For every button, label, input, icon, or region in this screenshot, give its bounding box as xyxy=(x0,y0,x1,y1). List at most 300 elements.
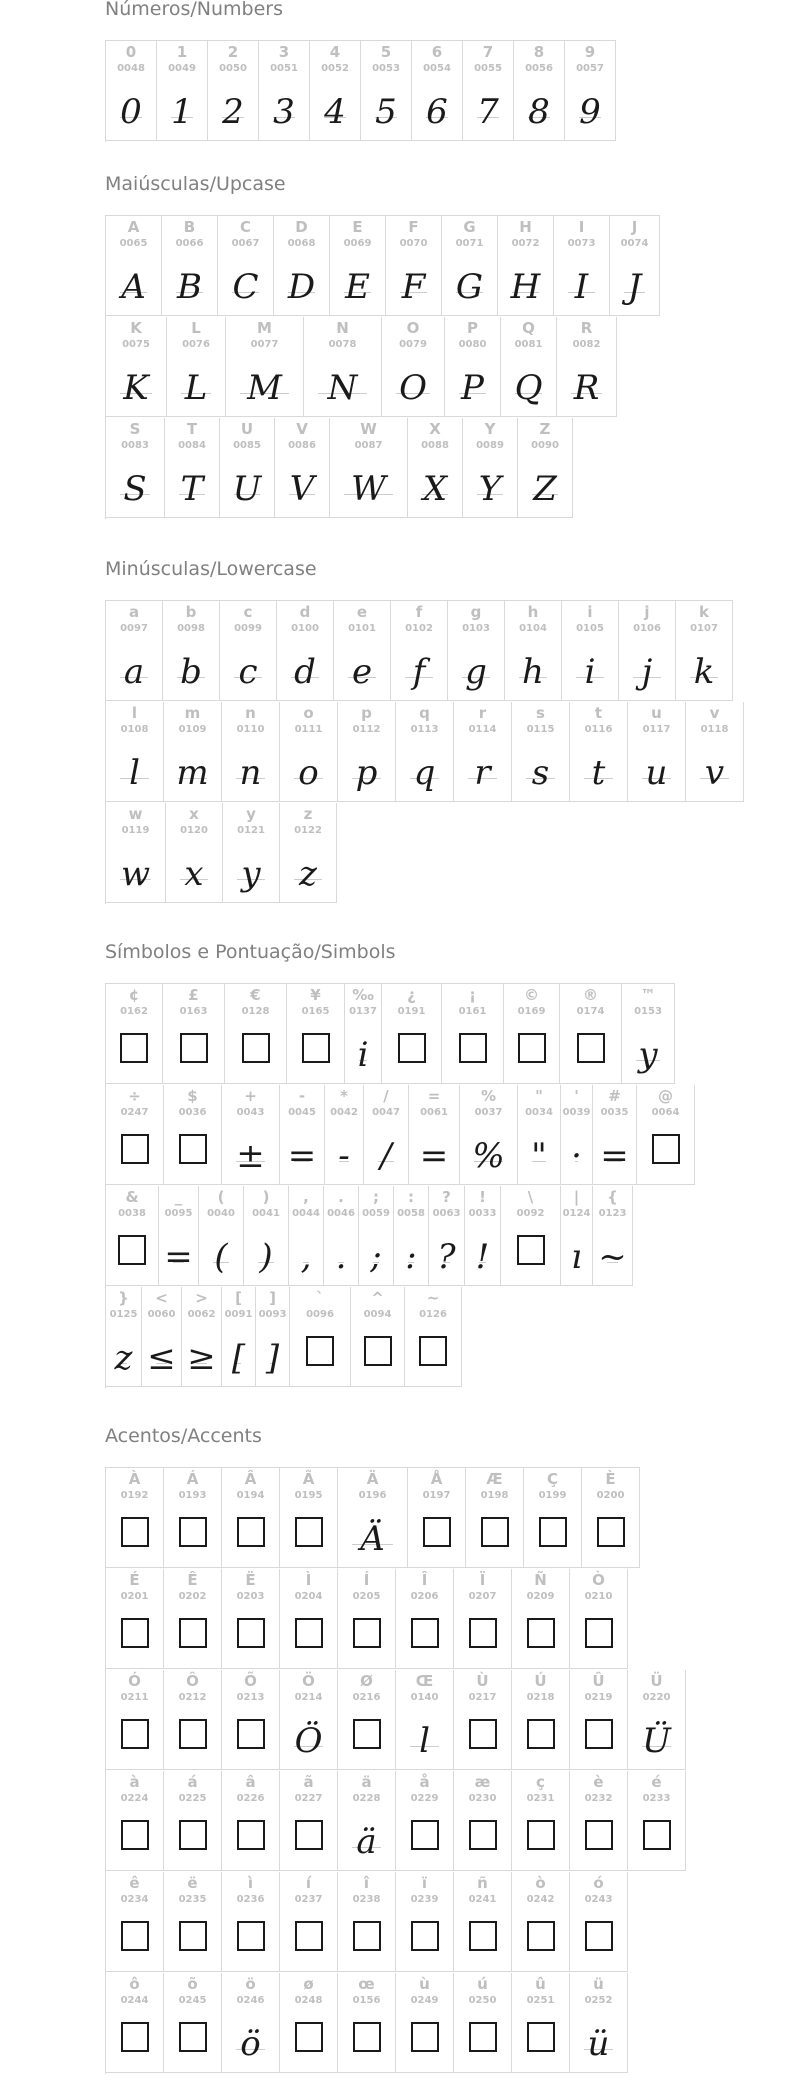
missing-glyph-box xyxy=(469,1618,497,1648)
character-code: 0055 xyxy=(474,63,502,74)
cursive-glyph: % xyxy=(472,1136,505,1176)
glyph-cell xyxy=(218,216,274,316)
character-label: ] xyxy=(269,1289,276,1307)
missing-glyph-box xyxy=(179,1921,207,1951)
character-code: 0232 xyxy=(584,1793,613,1804)
character-label: + xyxy=(244,1087,257,1105)
character-code: 0241 xyxy=(468,1894,497,1905)
character-code: 0242 xyxy=(526,1894,555,1905)
cursive-glyph: l xyxy=(129,753,140,793)
character-code: 0102 xyxy=(405,623,433,634)
character-code: 0078 xyxy=(328,339,357,350)
cursive-glyph: Ä xyxy=(360,1519,385,1559)
glyph-row xyxy=(105,803,337,904)
cursive-glyph: ? xyxy=(437,1237,456,1277)
glyph-cell xyxy=(159,1186,199,1286)
character-label: C xyxy=(239,218,251,236)
glyph-cell xyxy=(514,41,565,141)
cursive-glyph: A xyxy=(121,267,146,307)
character-code: 0125 xyxy=(109,1309,138,1320)
glyph-cell xyxy=(164,1468,222,1568)
character-label: ^ xyxy=(371,1289,384,1307)
character-label: À xyxy=(128,1470,141,1488)
glyph-cell xyxy=(501,317,557,417)
character-label: Ñ xyxy=(534,1571,547,1589)
cursive-glyph: ! xyxy=(475,1237,490,1277)
cursive-glyph: I xyxy=(574,267,589,307)
glyph-cell xyxy=(460,1085,518,1185)
character-code: 0054 xyxy=(423,63,451,74)
character-code: 0109 xyxy=(178,724,207,735)
character-label: Ú xyxy=(534,1672,547,1690)
glyph-row xyxy=(105,1467,640,1569)
glyph-cell xyxy=(412,41,463,141)
character-label: L xyxy=(191,319,201,337)
glyph-cell xyxy=(637,1085,695,1185)
character-label: A xyxy=(127,218,140,236)
character-code: 0219 xyxy=(584,1692,613,1703)
section-title: Números/Numbers xyxy=(105,0,283,20)
glyph-cell xyxy=(280,1771,338,1871)
character-code: 0060 xyxy=(147,1309,176,1320)
character-label: Z xyxy=(539,420,551,438)
cursive-glyph: E xyxy=(345,267,370,307)
cursive-glyph: ) xyxy=(259,1237,273,1277)
character-label: œ xyxy=(358,1975,375,1993)
character-label: u xyxy=(651,704,662,722)
character-code: 0106 xyxy=(633,623,661,634)
glyph-cell xyxy=(396,702,454,802)
glyph-cell xyxy=(225,984,287,1084)
glyph-cell xyxy=(324,1186,359,1286)
glyph-cell xyxy=(280,1569,338,1669)
character-label: y xyxy=(246,805,256,823)
missing-glyph-box xyxy=(481,1517,509,1547)
glyph-cell xyxy=(226,317,304,417)
missing-glyph-box xyxy=(411,1820,439,1850)
cursive-glyph: G xyxy=(455,267,484,307)
glyph-cell xyxy=(628,702,686,802)
cursive-glyph: = xyxy=(600,1136,629,1176)
character-code: 0113 xyxy=(410,724,439,735)
character-label: 1 xyxy=(176,43,188,61)
character-code: 0048 xyxy=(117,63,145,74)
character-label: Ã xyxy=(302,1470,315,1488)
character-label: I xyxy=(578,218,585,236)
character-label: å xyxy=(419,1773,430,1791)
character-label: Ë xyxy=(245,1571,256,1589)
missing-glyph-box xyxy=(585,1921,613,1951)
character-code: 0073 xyxy=(567,238,596,249)
character-code: 0063 xyxy=(432,1208,461,1219)
character-label: a xyxy=(128,603,140,621)
cursive-glyph: ı xyxy=(571,1237,582,1277)
character-code: 0252 xyxy=(584,1995,613,2006)
character-label: $ xyxy=(187,1087,198,1105)
cursive-glyph: z xyxy=(299,854,317,894)
character-label: R xyxy=(580,319,593,337)
glyph-cell xyxy=(442,984,504,1084)
glyph-cell xyxy=(106,1771,164,1871)
section-title: Acentos/Accents xyxy=(105,1425,262,1447)
glyph-cell xyxy=(106,702,164,802)
missing-glyph-box xyxy=(469,2022,497,2052)
character-label: 3 xyxy=(278,43,290,61)
glyph-cell xyxy=(338,1872,396,1972)
cursive-glyph: F xyxy=(401,267,426,307)
character-label: ) xyxy=(262,1188,270,1206)
glyph-cell xyxy=(164,1670,222,1770)
cursive-glyph: ] xyxy=(265,1338,280,1378)
character-code: 0169 xyxy=(517,1006,546,1017)
character-label: ò xyxy=(535,1874,546,1892)
glyph-cell xyxy=(222,1771,280,1871)
character-label: £ xyxy=(188,986,199,1004)
cursive-glyph: a xyxy=(123,652,145,692)
character-code: 0196 xyxy=(358,1490,387,1501)
glyph-cell xyxy=(445,317,501,417)
cursive-glyph: 7 xyxy=(477,92,499,132)
character-label: 6 xyxy=(431,43,443,61)
glyph-cell xyxy=(622,984,675,1084)
glyph-row xyxy=(105,1670,686,1771)
missing-glyph-box xyxy=(353,1719,381,1749)
character-label: p xyxy=(361,704,372,722)
missing-glyph-box xyxy=(121,1719,149,1749)
missing-glyph-box xyxy=(179,1517,207,1547)
glyph-cell xyxy=(164,1872,222,1972)
character-code: 0225 xyxy=(178,1793,207,1804)
character-label: ¿ xyxy=(407,986,416,1004)
missing-glyph-box xyxy=(652,1134,680,1164)
missing-glyph-box xyxy=(180,1033,208,1063)
character-code: 0053 xyxy=(372,63,400,74)
glyph-cell xyxy=(220,601,277,701)
cursive-glyph: 9 xyxy=(579,92,601,132)
character-label: Æ xyxy=(486,1470,503,1488)
missing-glyph-box xyxy=(179,2022,207,2052)
character-code: 0248 xyxy=(294,1995,323,2006)
missing-glyph-box xyxy=(121,2022,149,2052)
character-code: 0090 xyxy=(531,440,559,451)
glyph-cell xyxy=(275,418,330,518)
glyph-cell xyxy=(570,1872,628,1972)
glyph-row xyxy=(105,418,573,519)
character-code: 0097 xyxy=(120,623,148,634)
cursive-glyph: H xyxy=(510,267,541,307)
character-label: h xyxy=(527,603,539,621)
glyph-cell xyxy=(570,702,628,802)
missing-glyph-box xyxy=(237,1719,265,1749)
character-label: t xyxy=(594,704,603,722)
glyph-row xyxy=(105,1085,695,1186)
character-label: \ xyxy=(527,1188,534,1206)
cursive-glyph: t xyxy=(591,753,606,793)
glyph-cell xyxy=(570,1771,628,1871)
missing-glyph-box xyxy=(179,1820,207,1850)
character-label: ; xyxy=(373,1188,379,1206)
glyph-cell xyxy=(560,984,622,1084)
glyph-cell xyxy=(165,418,220,518)
character-code: 0114 xyxy=(468,724,497,735)
character-code: 0224 xyxy=(120,1793,149,1804)
cursive-glyph: x xyxy=(184,854,204,894)
glyph-row xyxy=(105,317,617,418)
character-label: ï xyxy=(421,1874,428,1892)
glyph-cell xyxy=(106,1973,164,2073)
glyph-cell xyxy=(338,1569,396,1669)
character-label: s xyxy=(536,704,545,722)
character-code: 0041 xyxy=(252,1208,280,1219)
cursive-glyph: n xyxy=(239,753,262,793)
character-code: 0081 xyxy=(514,339,543,350)
character-label: 2 xyxy=(227,43,239,61)
glyph-cell xyxy=(524,1468,582,1568)
character-code: 0238 xyxy=(352,1894,381,1905)
missing-glyph-box xyxy=(527,1618,555,1648)
glyph-cell xyxy=(256,1287,290,1387)
character-code: 0083 xyxy=(121,440,149,451)
character-code: 0247 xyxy=(120,1107,149,1118)
cursive-glyph: 2 xyxy=(222,92,244,132)
character-code: 0089 xyxy=(476,440,504,451)
glyph-cell xyxy=(396,1771,454,1871)
missing-glyph-box xyxy=(419,1336,447,1366)
cursive-glyph: W xyxy=(351,469,386,509)
cursive-glyph: i xyxy=(584,652,596,692)
glyph-row xyxy=(105,1973,628,2074)
cursive-glyph: b xyxy=(180,652,202,692)
character-code: 0100 xyxy=(291,623,319,634)
cursive-glyph: L xyxy=(184,368,208,408)
glyph-cell xyxy=(244,1186,289,1286)
character-code: 0192 xyxy=(120,1490,149,1501)
character-code: 0220 xyxy=(642,1692,671,1703)
character-label: E xyxy=(352,218,363,236)
character-code: 0217 xyxy=(468,1692,497,1703)
character-code: 0068 xyxy=(287,238,316,249)
cursive-glyph: ä xyxy=(356,1822,377,1862)
missing-glyph-box xyxy=(302,1033,330,1063)
character-label: : xyxy=(408,1188,414,1206)
character-code: 0163 xyxy=(179,1006,208,1017)
missing-glyph-box xyxy=(527,1719,555,1749)
glyph-row xyxy=(105,702,744,803)
missing-glyph-box xyxy=(411,1618,439,1648)
glyph-cell xyxy=(164,1973,222,2073)
glyph-cell xyxy=(164,702,222,802)
glyph-cell xyxy=(504,984,560,1084)
glyph-cell xyxy=(463,418,518,518)
glyph-cell xyxy=(512,702,570,802)
character-label: â xyxy=(245,1773,256,1791)
glyph-cell xyxy=(565,41,616,141)
glyph-cell xyxy=(222,1973,280,2073)
character-code: 0065 xyxy=(119,238,148,249)
cursive-glyph: j xyxy=(641,652,653,692)
character-code: 0111 xyxy=(294,724,323,735)
glyph-cell xyxy=(199,1186,244,1286)
glyph-cell xyxy=(280,1468,338,1568)
character-label: ì xyxy=(247,1874,254,1892)
glyph-cell xyxy=(280,1872,338,1972)
character-code: 0033 xyxy=(468,1208,497,1219)
cursive-glyph: J xyxy=(627,267,642,307)
cursive-glyph: D xyxy=(287,267,316,307)
character-code: 0046 xyxy=(327,1208,355,1219)
character-code: 0052 xyxy=(321,63,349,74)
character-label: V xyxy=(296,420,308,438)
character-label: Ç xyxy=(546,1470,558,1488)
glyph-cell xyxy=(391,601,448,701)
glyph-cell xyxy=(359,1186,394,1286)
character-code: 0087 xyxy=(354,440,383,451)
character-label: b xyxy=(185,603,197,621)
character-label: Ò xyxy=(592,1571,605,1589)
character-code: 0075 xyxy=(122,339,150,350)
character-code: 0058 xyxy=(397,1208,425,1219)
glyph-cell xyxy=(512,1973,570,2073)
character-label: ö xyxy=(245,1975,256,1993)
glyph-cell xyxy=(396,1872,454,1972)
character-label: ~ xyxy=(426,1289,440,1307)
glyph-cell xyxy=(408,1468,466,1568)
character-label: G xyxy=(463,218,476,236)
character-code: 0056 xyxy=(525,63,553,74)
character-code: 0211 xyxy=(120,1692,149,1703)
missing-glyph-box xyxy=(459,1033,487,1063)
missing-glyph-box xyxy=(179,1134,207,1164)
glyph-cell xyxy=(512,1569,570,1669)
character-label: ¢ xyxy=(128,986,140,1004)
character-label: " xyxy=(535,1087,543,1105)
character-code: 0039 xyxy=(562,1107,591,1118)
cursive-glyph: u xyxy=(645,753,668,793)
cursive-glyph: V xyxy=(289,469,315,509)
cursive-glyph: X xyxy=(422,469,448,509)
character-label: ! xyxy=(479,1188,486,1206)
missing-glyph-box xyxy=(353,1618,381,1648)
missing-glyph-box xyxy=(121,1134,149,1164)
cursive-glyph: · xyxy=(571,1136,582,1176)
glyph-cell xyxy=(442,216,498,316)
cursive-glyph: d xyxy=(294,652,316,692)
glyph-cell xyxy=(222,702,280,802)
character-code: 0092 xyxy=(516,1208,545,1219)
character-label: Â xyxy=(244,1470,257,1488)
character-label: S xyxy=(129,420,141,438)
glyph-cell xyxy=(454,1670,512,1770)
character-code: 0174 xyxy=(576,1006,605,1017)
character-label: d xyxy=(299,603,311,621)
cursive-glyph: ö xyxy=(240,2024,261,2064)
character-label: ? xyxy=(442,1188,451,1206)
cursive-glyph: C xyxy=(232,267,259,307)
character-code: 0200 xyxy=(596,1490,625,1501)
glyph-cell xyxy=(466,1468,524,1568)
missing-glyph-box xyxy=(411,2022,439,2052)
missing-glyph-box xyxy=(518,1033,546,1063)
glyph-cell xyxy=(593,1186,633,1286)
cursive-glyph: m xyxy=(176,753,209,793)
missing-glyph-box xyxy=(179,1618,207,1648)
character-label: U xyxy=(240,420,254,438)
glyph-cell xyxy=(106,803,166,903)
character-label: , xyxy=(303,1188,309,1206)
character-label: ¡ xyxy=(469,986,476,1004)
section-title: Símbolos e Pontuação/Simbols xyxy=(105,941,396,963)
glyph-cell xyxy=(167,317,226,417)
character-label: T xyxy=(186,420,198,438)
glyph-cell xyxy=(106,984,163,1084)
character-label: K xyxy=(130,319,142,337)
character-code: 0085 xyxy=(233,440,261,451)
glyph-cell xyxy=(628,1771,686,1871)
character-code: 0093 xyxy=(258,1309,287,1320)
glyph-cell xyxy=(557,317,617,417)
glyph-cell xyxy=(409,1085,460,1185)
glyph-cell xyxy=(396,1973,454,2073)
glyph-cell xyxy=(386,216,442,316)
glyph-cell xyxy=(222,1468,280,1568)
character-code: 0209 xyxy=(526,1591,555,1602)
glyph-cell xyxy=(106,418,165,518)
character-label: M xyxy=(257,319,272,337)
cursive-glyph: y xyxy=(241,854,261,894)
character-code: 0243 xyxy=(584,1894,613,1905)
glyph-cell xyxy=(222,1872,280,1972)
glyph-cell xyxy=(570,1670,628,1770)
character-code: 0057 xyxy=(576,63,604,74)
character-code: 0140 xyxy=(410,1692,439,1703)
missing-glyph-box xyxy=(237,1517,265,1547)
character-code: 0071 xyxy=(455,238,484,249)
glyph-cell xyxy=(164,1085,222,1185)
character-code: 0249 xyxy=(410,1995,439,2006)
cursive-glyph: l xyxy=(419,1721,430,1761)
glyph-cell xyxy=(518,1085,561,1185)
character-label: 4 xyxy=(329,43,341,61)
character-label: 0 xyxy=(125,43,137,61)
glyph-cell xyxy=(396,1670,454,1770)
glyph-cell xyxy=(259,41,310,141)
missing-glyph-box xyxy=(121,1618,149,1648)
character-label: e xyxy=(356,603,368,621)
missing-glyph-box xyxy=(585,1719,613,1749)
character-code: 0091 xyxy=(224,1309,253,1320)
glyph-cell xyxy=(498,216,554,316)
glyph-cell xyxy=(163,984,225,1084)
missing-glyph-box xyxy=(306,1336,334,1366)
character-label: € xyxy=(250,986,261,1004)
missing-glyph-box xyxy=(120,1033,148,1063)
cursive-glyph: 3 xyxy=(273,92,295,132)
glyph-cell xyxy=(222,1085,280,1185)
glyph-cell xyxy=(220,418,275,518)
character-code: 0095 xyxy=(164,1208,193,1219)
character-code: 0059 xyxy=(362,1208,390,1219)
character-code: 0197 xyxy=(422,1490,451,1501)
character-code: 0162 xyxy=(120,1006,148,1017)
cursive-glyph: = xyxy=(164,1237,193,1277)
character-code: 0116 xyxy=(584,724,613,735)
glyph-cell xyxy=(465,1186,501,1286)
cursive-glyph: i xyxy=(357,1035,369,1075)
character-code: 0212 xyxy=(178,1692,207,1703)
glyph-cell xyxy=(280,702,338,802)
character-label: % xyxy=(480,1087,497,1105)
character-code: 0244 xyxy=(120,1995,149,2006)
